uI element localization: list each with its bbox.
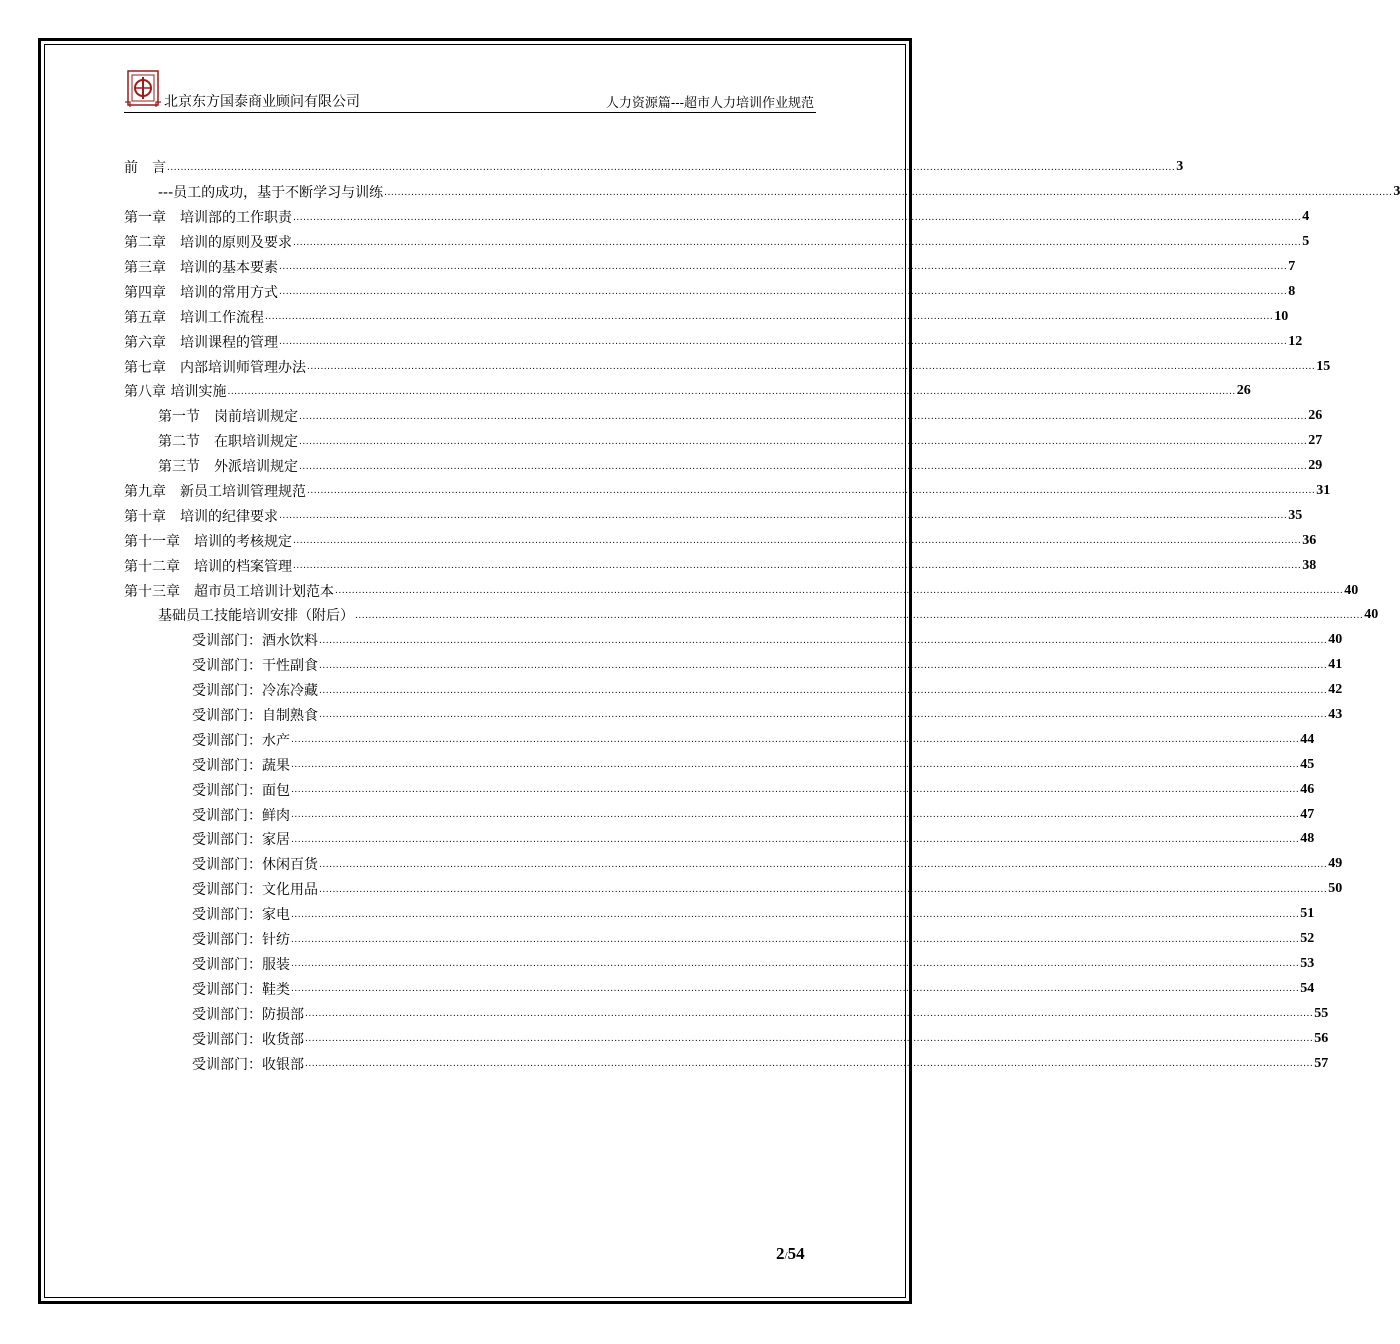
toc-entry-label: 受训部门：休闲百货 bbox=[192, 857, 318, 874]
toc-leader-dots: ............................................................................................................................................................................................................................................................................................................ bbox=[293, 536, 1302, 547]
toc-entry-label: 第二章 培训的原则及要求 bbox=[124, 235, 292, 252]
toc-leader-dots: ............................................................................................................................................................................................................................................................................................................ bbox=[319, 884, 1328, 895]
toc-entry-label: 第四章 培训的常用方式 bbox=[124, 284, 278, 301]
page-separator: / bbox=[784, 1250, 788, 1262]
toc-leader-dots: ............................................................................................................................................................................................................................................................................................................ bbox=[291, 834, 1300, 845]
toc-entry[interactable] bbox=[124, 230, 1310, 255]
toc-leader-dots: ............................................................................................................................................................................................................................................................................................................ bbox=[279, 511, 1288, 522]
toc-leader-dots: ............................................................................................................................................................................................................................................................................................................ bbox=[279, 337, 1288, 348]
toc-entry-label: 受训部门：针纺 bbox=[192, 932, 290, 949]
toc-entry-page: 8 bbox=[1288, 283, 1296, 299]
toc-leader-dots: ............................................................................................................................................................................................................................................................................................................ bbox=[299, 461, 1308, 472]
toc-entry-page: 4 bbox=[1302, 209, 1310, 225]
toc-entry-page: 51 bbox=[1300, 906, 1315, 922]
toc-entry-label: 受训部门：酒水饮料 bbox=[192, 633, 318, 650]
toc-entry-page: 42 bbox=[1328, 682, 1343, 698]
toc-entry-page: 38 bbox=[1302, 557, 1317, 573]
document-title: 人力资源篇---超市人力培训作业规范 bbox=[605, 96, 814, 111]
toc-entry[interactable] bbox=[124, 628, 1343, 653]
toc-leader-dots: ............................................................................................................................................................................................................................................................................................................ bbox=[167, 162, 1176, 173]
toc-entry[interactable] bbox=[124, 752, 1315, 777]
toc-entry-page: 27 bbox=[1308, 433, 1323, 449]
toc-entry[interactable] bbox=[124, 603, 1379, 628]
toc-entry-label: 前 言 bbox=[124, 160, 166, 177]
toc-entry-page: 3 bbox=[1176, 159, 1184, 175]
toc-entry-page: 57 bbox=[1314, 1055, 1329, 1071]
toc-leader-dots: ............................................................................................................................................................................................................................................................................................................ bbox=[291, 760, 1300, 771]
toc-entry-label: 受训部门：家居 bbox=[192, 832, 290, 849]
toc-entry-page: 35 bbox=[1288, 507, 1303, 523]
toc-leader-dots: ............................................................................................................................................................................................................................................................................................................ bbox=[291, 785, 1300, 796]
toc-entry[interactable] bbox=[124, 404, 1323, 429]
toc-entry[interactable] bbox=[124, 902, 1315, 927]
toc-entry-label: 第三节 外派培训规定 bbox=[158, 459, 298, 476]
toc-entry-label: 受训部门：蔬果 bbox=[192, 757, 290, 774]
toc-leader-dots: ............................................................................................................................................................................................................................................................................................................ bbox=[319, 635, 1328, 646]
toc-entry-label: 受训部门：面包 bbox=[192, 782, 290, 799]
toc-entry-label: 受训部门：鞋类 bbox=[192, 981, 290, 998]
toc-leader-dots: ............................................................................................................................................................................................................................................................................................................ bbox=[293, 212, 1302, 223]
toc-entry[interactable] bbox=[124, 1001, 1329, 1026]
toc-entry-label: 第五章 培训工作流程 bbox=[124, 309, 264, 326]
toc-leader-dots: ............................................................................................................................................................................................................................................................................................................ bbox=[319, 660, 1328, 671]
toc-entry-page: 40 bbox=[1364, 607, 1379, 623]
toc-leader-dots: ............................................................................................................................................................................................................................................................................................................ bbox=[355, 610, 1364, 621]
toc-leader-dots: ............................................................................................................................................................................................................................................................................................................ bbox=[265, 312, 1274, 323]
toc-leader-dots: ............................................................................................................................................................................................................................................................................................................ bbox=[299, 436, 1308, 447]
toc-entry[interactable] bbox=[124, 155, 1184, 180]
toc-entry-page: 7 bbox=[1288, 259, 1296, 274]
toc-entry-label: 第二节 在职培训规定 bbox=[158, 434, 298, 451]
toc-leader-dots: ............................................................................................................................................................................................................................................................................................................ bbox=[319, 685, 1328, 696]
toc-entry[interactable] bbox=[124, 852, 1343, 877]
toc-entry[interactable] bbox=[124, 304, 1289, 329]
toc-entry-label: 第九章 新员工培训管理规范 bbox=[124, 484, 306, 501]
toc-entry-page: 29 bbox=[1308, 458, 1323, 474]
toc-entry-page: 45 bbox=[1300, 756, 1315, 772]
toc-entry-page: 3 bbox=[1393, 184, 1400, 200]
toc-entry[interactable] bbox=[124, 553, 1317, 578]
toc-entry-page: 12 bbox=[1288, 333, 1303, 349]
toc-leader-dots: ............................................................................................................................................................................................................................................................................................................ bbox=[227, 386, 1236, 397]
toc-leader-dots: ............................................................................................................................................................................................................................................................................................................ bbox=[319, 859, 1328, 870]
toc-entry[interactable] bbox=[124, 802, 1315, 827]
toc-entry[interactable] bbox=[124, 503, 1303, 528]
table-of-contents bbox=[124, 155, 1400, 1076]
toc-entry-page: 50 bbox=[1328, 881, 1343, 897]
toc-entry-label: 第十章 培训的纪律要求 bbox=[124, 508, 278, 525]
toc-entry[interactable] bbox=[124, 1026, 1329, 1051]
toc-entry[interactable] bbox=[124, 429, 1323, 454]
toc-entry-page: 49 bbox=[1328, 856, 1343, 872]
toc-entry[interactable] bbox=[124, 727, 1315, 752]
toc-entry[interactable] bbox=[124, 927, 1315, 952]
toc-entry-page: 36 bbox=[1302, 532, 1317, 548]
toc-entry[interactable] bbox=[124, 180, 1400, 205]
toc-entry[interactable] bbox=[124, 279, 1296, 304]
toc-leader-dots: ............................................................................................................................................................................................................................................................................................................ bbox=[307, 362, 1316, 373]
toc-entry[interactable] bbox=[124, 827, 1315, 852]
toc-entry-label: 第三章 培训的基本要素 bbox=[124, 260, 278, 276]
toc-entry-label: 第十一章 培训的考核规定 bbox=[124, 533, 292, 550]
toc-entry[interactable] bbox=[124, 528, 1317, 553]
toc-leader-dots: ............................................................................................................................................................................................................................................................................................................ bbox=[307, 486, 1316, 497]
toc-leader-dots: ............................................................................................................................................................................................................................................................................................................ bbox=[299, 411, 1308, 422]
toc-entry-label: 第一节 岗前培训规定 bbox=[158, 409, 298, 426]
toc-entry-page: 54 bbox=[1300, 980, 1315, 996]
toc-entry-page: 15 bbox=[1316, 358, 1331, 374]
toc-leader-dots: ............................................................................................................................................................................................................................................................................................................ bbox=[319, 710, 1328, 721]
toc-entry-page: 53 bbox=[1300, 955, 1315, 971]
toc-leader-dots: ............................................................................................................................................................................................................................................................................................................ bbox=[291, 984, 1300, 995]
toc-entry-page: 10 bbox=[1274, 308, 1289, 324]
toc-entry-label: 受训部门：防损部 bbox=[192, 1006, 304, 1023]
toc-entry-label: ---员工的成功，基于不断学习与训练 bbox=[158, 185, 384, 202]
toc-entry[interactable] bbox=[124, 379, 1251, 404]
toc-leader-dots: ............................................................................................................................................................................................................................................................................................................ bbox=[335, 586, 1344, 597]
toc-entry-label: 第十二章 培训的档案管理 bbox=[124, 558, 292, 575]
toc-entry-label: 第八章 培训实施 bbox=[124, 384, 227, 401]
toc-entry-label: 受训部门：文化用品 bbox=[192, 882, 318, 899]
toc-entry-label: 第七章 内部培训师管理办法 bbox=[124, 359, 306, 376]
toc-entry[interactable] bbox=[124, 777, 1315, 802]
toc-leader-dots: ............................................................................................................................................................................................................................................................................................................ bbox=[291, 735, 1300, 746]
toc-entry-page: 41 bbox=[1328, 657, 1343, 673]
toc-entry-page: 47 bbox=[1300, 806, 1315, 822]
current-page: 2 bbox=[776, 1244, 785, 1263]
toc-leader-dots: ............................................................................................................................................................................................................................................................................................................ bbox=[279, 287, 1288, 298]
toc-leader-dots: ............................................................................................................................................................................................................................................................................................................ bbox=[293, 237, 1302, 248]
toc-entry-page: 40 bbox=[1328, 632, 1343, 648]
toc-entry-label: 受训部门：家电 bbox=[192, 907, 290, 924]
toc-entry[interactable] bbox=[124, 678, 1343, 703]
toc-entry-page: 56 bbox=[1314, 1030, 1329, 1046]
toc-leader-dots: ............................................................................................................................................................................................................................................................................................................ bbox=[384, 187, 1393, 198]
toc-entry[interactable] bbox=[124, 454, 1323, 479]
toc-entry[interactable] bbox=[124, 976, 1315, 1001]
toc-entry[interactable] bbox=[124, 703, 1343, 728]
toc-leader-dots: ............................................................................................................................................................................................................................................................................................................ bbox=[291, 934, 1300, 945]
toc-leader-dots: ............................................................................................................................................................................................................................................................................................................ bbox=[305, 1034, 1314, 1045]
toc-entry[interactable] bbox=[124, 653, 1343, 678]
toc-entry-label: 第十三章 超市员工培训计划范本 bbox=[124, 583, 334, 600]
toc-entry[interactable] bbox=[124, 952, 1315, 977]
toc-entry[interactable] bbox=[124, 1051, 1329, 1076]
toc-leader-dots: ............................................................................................................................................................................................................................................................................................................ bbox=[291, 959, 1300, 970]
toc-leader-dots: ............................................................................................................................................................................................................................................................................................................ bbox=[305, 1009, 1314, 1020]
toc-entry-label: 受训部门：收货部 bbox=[192, 1031, 304, 1048]
toc-entry-page: 46 bbox=[1300, 781, 1315, 797]
toc-entry-page: 48 bbox=[1300, 831, 1315, 847]
toc-entry-page: 40 bbox=[1344, 582, 1359, 598]
toc-entry[interactable] bbox=[124, 877, 1343, 902]
toc-entry-label: 受训部门：服装 bbox=[192, 956, 290, 973]
toc-entry-page: 31 bbox=[1316, 483, 1331, 499]
toc-entry-label: 基础员工技能培训安排（附后） bbox=[158, 608, 354, 625]
toc-leader-dots: ............................................................................................................................................................................................................................................................................................................ bbox=[293, 561, 1302, 572]
toc-entry[interactable] bbox=[124, 329, 1303, 354]
toc-entry-page: 26 bbox=[1308, 408, 1323, 424]
toc-entry-label: 受训部门：水产 bbox=[192, 732, 290, 749]
toc-entry-label: 受训部门：自制熟食 bbox=[192, 708, 318, 725]
toc-entry-page: 55 bbox=[1314, 1005, 1329, 1021]
toc-entry[interactable] bbox=[124, 255, 1296, 280]
toc-entry-page: 52 bbox=[1300, 931, 1315, 947]
toc-entry-label: 受训部门：鲜肉 bbox=[192, 807, 290, 824]
page-header bbox=[124, 66, 816, 113]
toc-leader-dots: ............................................................................................................................................................................................................................................................................................................ bbox=[279, 262, 1288, 273]
toc-entry[interactable] bbox=[124, 479, 1331, 504]
toc-leader-dots: ............................................................................................................................................................................................................................................................................................................ bbox=[291, 810, 1300, 821]
toc-entry-label: 受训部门：冷冻冷藏 bbox=[192, 683, 318, 700]
toc-entry-label: 受训部门：收银部 bbox=[192, 1056, 304, 1073]
toc-entry[interactable] bbox=[124, 354, 1331, 379]
toc-entry-label: 第六章 培训课程的管理 bbox=[124, 334, 278, 351]
toc-entry-label: 第一章 培训部的工作职责 bbox=[124, 210, 292, 227]
toc-entry-page: 5 bbox=[1302, 234, 1310, 250]
page-number bbox=[776, 1244, 805, 1264]
toc-entry-page: 43 bbox=[1328, 707, 1343, 723]
toc-entry[interactable] bbox=[124, 205, 1310, 230]
toc-entry[interactable] bbox=[124, 578, 1359, 603]
total-pages: 54 bbox=[787, 1244, 805, 1263]
toc-entry-page: 26 bbox=[1236, 383, 1251, 399]
toc-leader-dots: ............................................................................................................................................................................................................................................................................................................ bbox=[291, 909, 1300, 920]
toc-entry-page: 44 bbox=[1300, 731, 1315, 747]
toc-leader-dots: ............................................................................................................................................................................................................................................................................................................ bbox=[305, 1058, 1314, 1069]
company-seal-logo-icon bbox=[124, 68, 162, 108]
toc-entry-label: 受训部门：干性副食 bbox=[192, 658, 318, 675]
company-name: 北京东方国泰商业顾问有限公司 bbox=[164, 94, 360, 110]
